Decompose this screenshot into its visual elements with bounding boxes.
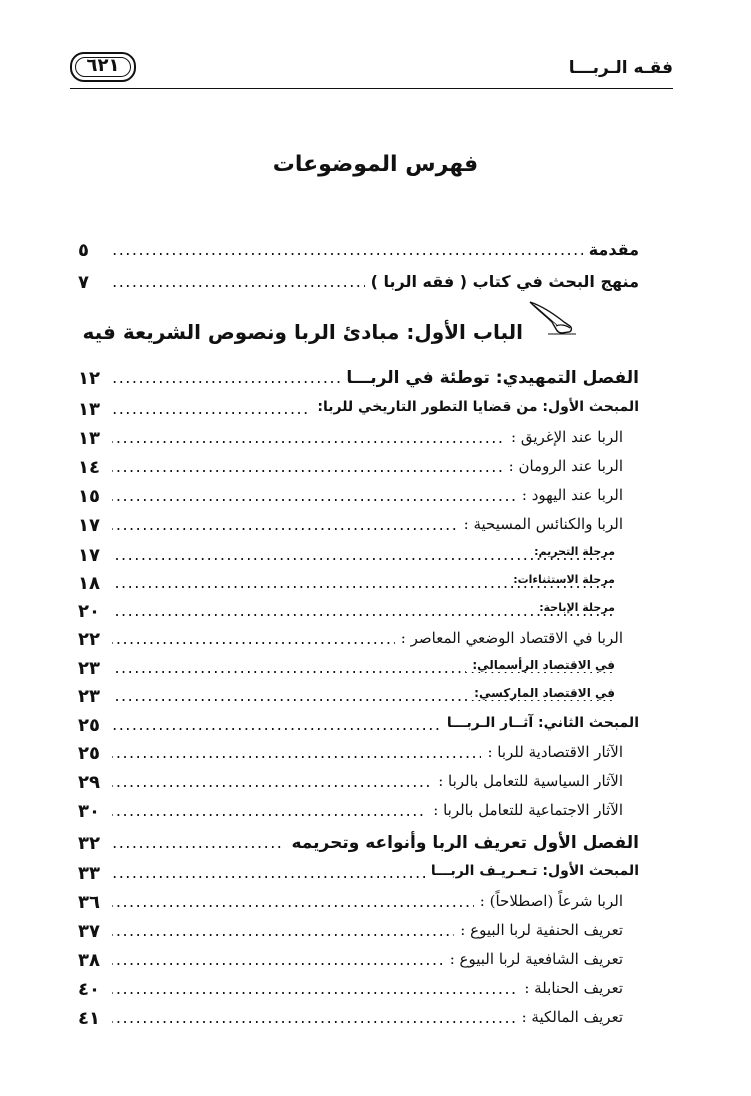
toc-entry-label: المبحث الأول: من قضايا التطور التاريخي للربا: bbox=[311, 399, 639, 415]
running-header bbox=[70, 52, 673, 88]
toc-entry-section bbox=[78, 399, 639, 423]
toc-page-number: ٣٦ bbox=[78, 892, 100, 913]
toc-entry-label: المبحث الثاني: آثــار الـربـــا bbox=[441, 715, 639, 731]
toc-entry-label: الربا شرعاً (اصطلاحاً) : bbox=[474, 892, 623, 910]
toc-page-number: ٣٠ bbox=[78, 801, 100, 822]
toc-page-number: ١٧ bbox=[78, 545, 100, 566]
toc-page-number: ١٣ bbox=[78, 399, 100, 420]
toc-entry-subsection bbox=[78, 1008, 623, 1032]
toc-entry-label: مقدمة bbox=[583, 240, 639, 259]
toc-entry-label: في الاقتصاد الماركسي: bbox=[468, 686, 615, 700]
toc-entry-subsection bbox=[78, 743, 623, 767]
toc-entry-subsection bbox=[78, 892, 623, 916]
toc-entry-stage bbox=[78, 601, 615, 625]
toc-entry-label: الربا عند اليهود : bbox=[516, 486, 623, 504]
page-title: فهرس الموضوعات bbox=[272, 152, 479, 177]
toc-page-number: ٢٣ bbox=[78, 658, 100, 679]
toc-page-number: ١٨ bbox=[78, 573, 100, 594]
toc-page-number: ٥ bbox=[78, 240, 89, 261]
toc-page-number: ٧ bbox=[78, 272, 89, 293]
toc-entry-label: الفصل الأول تعريف الربا وأنواعه وتحريمه bbox=[285, 833, 639, 853]
toc-entry-label: الآثار السياسية للتعامل بالربا : bbox=[432, 772, 623, 790]
toc-entry-introduction bbox=[78, 240, 639, 264]
toc-entry-subsection bbox=[78, 921, 623, 945]
toc-entry-subsection bbox=[78, 801, 623, 825]
toc-entry-label: الآثار الاقتصادية للربا : bbox=[481, 743, 623, 761]
toc-entry-label: تعريف الحنابلة : bbox=[518, 979, 623, 997]
toc-entry-label: مرحلة الإباحة: bbox=[533, 601, 615, 614]
toc-entry-subsection bbox=[78, 515, 623, 539]
toc-entry-subsection bbox=[78, 979, 623, 1003]
toc-entry-subsection bbox=[78, 629, 623, 653]
toc-page-number: ٢٣ bbox=[78, 686, 100, 707]
toc-page-number: ٣٢ bbox=[78, 833, 100, 854]
toc-entry-stage bbox=[78, 545, 615, 569]
toc-page-number: ٤٠ bbox=[78, 979, 100, 1000]
toc-page-number: ٢٠ bbox=[78, 601, 100, 622]
toc-page-number: ٢٢ bbox=[78, 629, 100, 650]
toc-page-number: ٢٥ bbox=[78, 715, 100, 736]
toc-page-number: ١٧ bbox=[78, 515, 100, 536]
toc-entry-label: مرحلة الاستثناءات: bbox=[507, 573, 615, 586]
header-rule bbox=[70, 88, 673, 89]
toc-entry-label: في الاقتصاد الرأسمالي: bbox=[466, 658, 615, 672]
toc-entry-label: مرحلة التحريم: bbox=[528, 545, 615, 558]
toc-page-number: ١٤ bbox=[78, 457, 100, 478]
toc-entry-label: الفصل التمهيدي: توطئة في الربـــا bbox=[340, 368, 639, 388]
toc-entry-label: الربا عند الرومان : bbox=[503, 457, 623, 475]
toc-entry-section bbox=[78, 715, 639, 739]
part-heading bbox=[0, 314, 751, 354]
toc-page-number: ١٥ bbox=[78, 486, 100, 507]
toc-entry-label: تعريف المالكية : bbox=[516, 1008, 623, 1026]
toc-entry-subsection bbox=[78, 457, 623, 481]
toc-entry-subsection bbox=[78, 772, 623, 796]
toc-page-number: ١٣ bbox=[78, 428, 100, 449]
toc-entry-label: تعريف الحنفية لربا البيوع : bbox=[454, 921, 623, 939]
toc-entry-label: تعريف الشافعية لربا البيوع : bbox=[444, 950, 623, 968]
toc-entry-chapter bbox=[78, 833, 639, 857]
toc-entry-chapter bbox=[78, 368, 639, 392]
page-number: ٦٢١ bbox=[70, 52, 136, 82]
toc-page-number: ٤١ bbox=[78, 1008, 100, 1029]
toc-entry-stage bbox=[78, 686, 615, 710]
toc-page-number: ٢٥ bbox=[78, 743, 100, 764]
part-heading-text: الباب الأول: مبادئ الربا ونصوص الشريعة فيه bbox=[82, 320, 523, 344]
running-title: فقـه الـربـــا bbox=[568, 58, 673, 78]
toc-entry-label: المبحث الأول: تـعـريـف الربـــا bbox=[425, 863, 639, 879]
toc-page-number: ٣٣ bbox=[78, 863, 100, 884]
toc-entry-methodology bbox=[78, 272, 639, 296]
toc-entry-section bbox=[78, 863, 639, 887]
toc-entry-label: الربا في الاقتصاد الوضعي المعاصر : bbox=[395, 629, 623, 647]
toc-page-number: ١٢ bbox=[78, 368, 100, 389]
toc-page-number: ٢٩ bbox=[78, 772, 100, 793]
toc-page-number: ٣٧ bbox=[78, 921, 100, 942]
quill-icon bbox=[526, 296, 580, 338]
toc-entry-label: الآثار الاجتماعية للتعامل بالربا : bbox=[427, 801, 623, 819]
toc-page-number: ٣٨ bbox=[78, 950, 100, 971]
toc-entry-stage bbox=[78, 658, 615, 682]
toc-entry-label: الربا عند الإغريق : bbox=[505, 428, 623, 446]
toc-entry-subsection bbox=[78, 428, 623, 452]
toc-entry-stage bbox=[78, 573, 615, 597]
toc-entry-subsection bbox=[78, 486, 623, 510]
toc-entry-subsection bbox=[78, 950, 623, 974]
toc-entry-label: منهج البحث في كتاب ( فقه الربا ) bbox=[365, 272, 639, 291]
toc-entry-label: الربا والكنائس المسيحية : bbox=[458, 515, 623, 533]
dot-leader bbox=[112, 240, 639, 259]
